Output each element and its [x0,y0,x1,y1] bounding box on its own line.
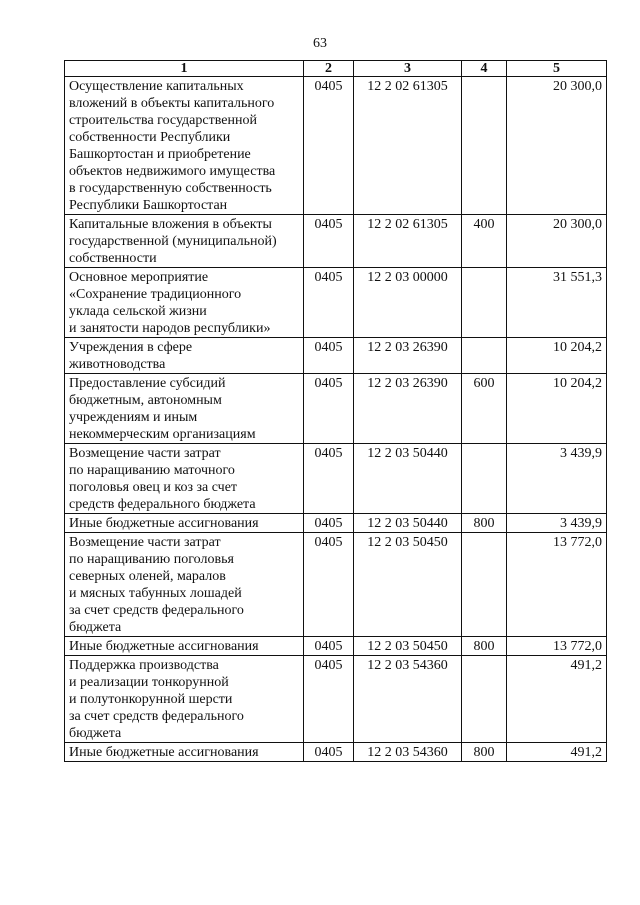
row-target-article-cell: 12 2 03 00000 [354,268,462,338]
row-section-cell: 0405 [304,338,354,374]
row-sum-cell: 20 300,0 [507,215,607,268]
table-row [65,268,607,338]
row-sum-cell: 491,2 [507,743,607,762]
table-row [65,637,607,656]
row-name-cell: Предоставление субсидий бюджетным, автономным учреждениям и иным некоммерческим организациям [65,374,304,444]
row-expense-type-cell: 800 [462,514,507,533]
row-target-article-cell: 12 2 02 61305 [354,77,462,215]
row-section-cell: 0405 [304,444,354,514]
row-name-cell: Иные бюджетные ассигнования [65,637,304,656]
row-name-cell: Возмещение части затрат по наращиванию маточного поголовья овец и коз за счет средств федерального бюджета [65,444,304,514]
table-row [65,77,607,215]
row-target-article-cell: 12 2 02 61305 [354,215,462,268]
row-target-article-cell: 12 2 03 50450 [354,533,462,637]
table-row [65,743,607,762]
table-row [65,338,607,374]
column-header-4: 4 [462,61,507,77]
row-section-cell: 0405 [304,533,354,637]
row-target-article-cell: 12 2 03 26390 [354,374,462,444]
row-sum-cell: 3 439,9 [507,514,607,533]
row-name-cell: Иные бюджетные ассигнования [65,514,304,533]
row-sum-cell: 13 772,0 [507,533,607,637]
row-sum-cell: 13 772,0 [507,637,607,656]
row-name-cell: Поддержка производства и реализации тонкорунной и полутонкорунной шерсти за счет средств федерального бюджета [65,656,304,743]
row-section-cell: 0405 [304,743,354,762]
row-target-article-cell: 12 2 03 54360 [354,743,462,762]
row-section-cell: 0405 [304,268,354,338]
row-expense-type-cell [462,268,507,338]
row-expense-type-cell: 400 [462,215,507,268]
row-expense-type-cell [462,444,507,514]
row-name-cell: Капитальные вложения в объекты государственной (муниципальной) собственности [65,215,304,268]
row-section-cell: 0405 [304,77,354,215]
row-name-cell: Основное мероприятие «Сохранение традиционного уклада сельской жизни и занятости народов республики» [65,268,304,338]
row-target-article-cell: 12 2 03 50440 [354,444,462,514]
table-row [65,444,607,514]
row-target-article-cell: 12 2 03 50440 [354,514,462,533]
row-name-cell: Иные бюджетные ассигнования [65,743,304,762]
column-header-5: 5 [507,61,607,77]
row-expense-type-cell [462,656,507,743]
table-row [65,215,607,268]
row-name-cell: Возмещение части затрат по наращиванию поголовья северных оленей, маралов и мясных табунных лошадей за счет средств федерального бюджета [65,533,304,637]
row-sum-cell: 10 204,2 [507,338,607,374]
page-number: 63 [313,36,327,51]
table-row [65,533,607,637]
row-name-cell: Осуществление капитальных вложений в объекты капитального строительства государственной собственности Республики Башкортостан и приобретение объектов недвижимого имущества в государственную собственность Республики Башкортостан [65,77,304,215]
row-expense-type-cell [462,533,507,637]
row-expense-type-cell [462,338,507,374]
row-expense-type-cell: 600 [462,374,507,444]
row-target-article-cell: 12 2 03 50450 [354,637,462,656]
row-section-cell: 0405 [304,656,354,743]
table-row [65,514,607,533]
column-header-1: 1 [65,61,304,77]
row-expense-type-cell: 800 [462,637,507,656]
budget-table [64,60,607,762]
row-target-article-cell: 12 2 03 26390 [354,338,462,374]
row-sum-cell: 491,2 [507,656,607,743]
row-sum-cell: 10 204,2 [507,374,607,444]
column-header-3: 3 [354,61,462,77]
row-sum-cell: 20 300,0 [507,77,607,215]
table-row [65,656,607,743]
row-section-cell: 0405 [304,215,354,268]
row-section-cell: 0405 [304,374,354,444]
table-row [65,374,607,444]
row-name-cell: Учреждения в сфере животноводства [65,338,304,374]
row-section-cell: 0405 [304,514,354,533]
column-header-2: 2 [304,61,354,77]
row-expense-type-cell: 800 [462,743,507,762]
row-expense-type-cell [462,77,507,215]
row-sum-cell: 31 551,3 [507,268,607,338]
row-sum-cell: 3 439,9 [507,444,607,514]
row-section-cell: 0405 [304,637,354,656]
row-target-article-cell: 12 2 03 54360 [354,656,462,743]
table-header-row [65,61,607,77]
